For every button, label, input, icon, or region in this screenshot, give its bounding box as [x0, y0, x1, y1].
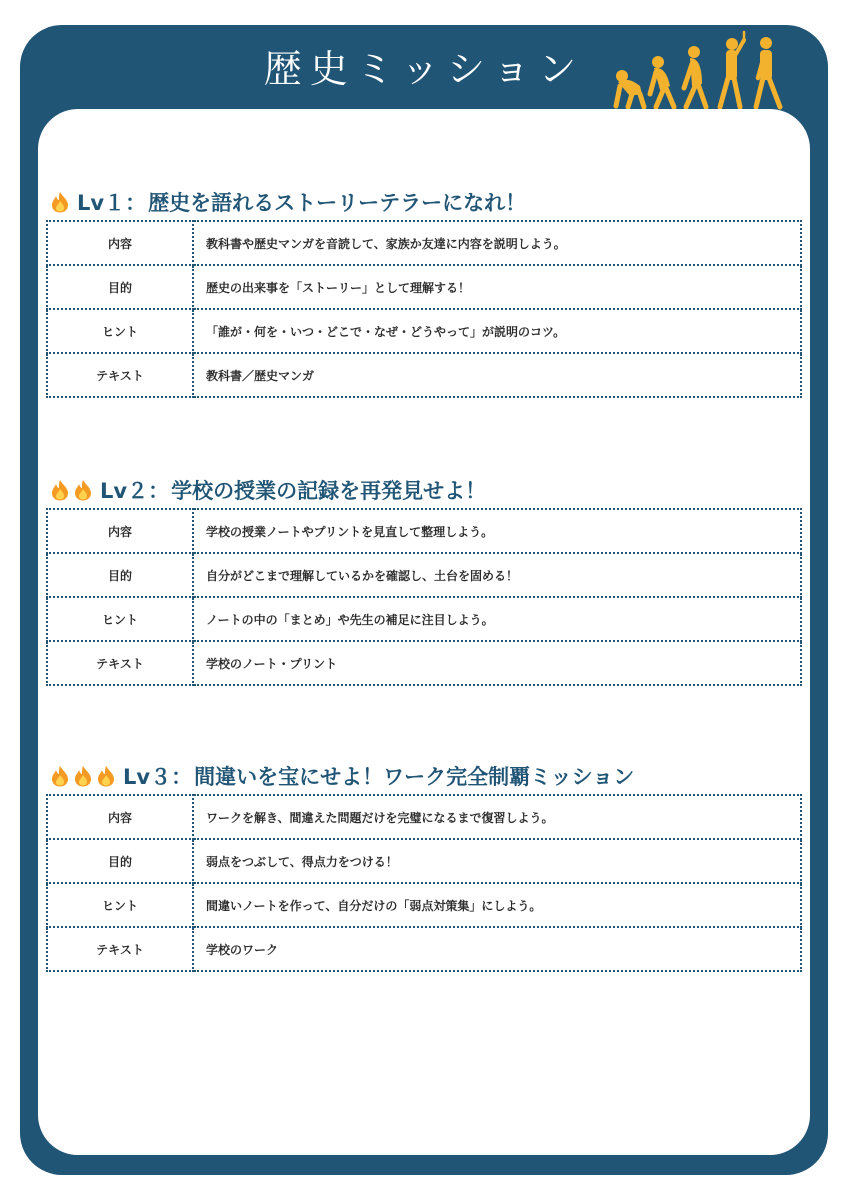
flame-rating: [50, 479, 96, 501]
row-value: 歴史の出来事を「ストーリー」として理解する！: [193, 265, 801, 309]
flame-rating: [50, 765, 119, 787]
mission-title: 間違いを宝にせよ！ワーク完全制覇ミッション: [194, 765, 635, 789]
fire-icon: [50, 765, 70, 787]
row-label: ヒント: [47, 309, 193, 353]
table-row: [47, 221, 801, 265]
mission-title: 歴史を語れるストーリーテラーになれ！: [148, 191, 527, 215]
mission-table: [46, 220, 802, 398]
row-value: ノートの中の「まとめ」や先生の補足に注目しよう。: [193, 597, 801, 641]
fire-icon: [96, 765, 116, 787]
row-value: 教科書や歴史マンガを音読して、家族か友達に内容を説明しよう。: [193, 221, 801, 265]
row-label: 目的: [47, 265, 193, 309]
row-label: テキスト: [47, 927, 193, 971]
row-label: 内容: [47, 221, 193, 265]
row-value: 「誰が・何を・いつ・どこで・なぜ・どうやって」が説明のコツ。: [193, 309, 801, 353]
table-row: [47, 265, 801, 309]
human-evolution-icon: [610, 30, 788, 110]
table-row: [47, 839, 801, 883]
mission-heading: [50, 186, 802, 218]
mission-level-label: Lv２：: [100, 479, 170, 503]
mission-table: [46, 508, 802, 686]
row-value: 弱点をつぶして、得点力をつける！: [193, 839, 801, 883]
row-label: ヒント: [47, 597, 193, 641]
row-label: 内容: [47, 509, 193, 553]
table-row: [47, 597, 801, 641]
mission-level-1: [46, 186, 802, 398]
mission-level-3: [46, 760, 802, 972]
row-value: 学校のノート・プリント: [193, 641, 801, 685]
row-value: 教科書／歴史マンガ: [193, 353, 801, 397]
evolution-figure-2: [650, 56, 674, 107]
table-row: [47, 353, 801, 397]
row-label: テキスト: [47, 353, 193, 397]
evolution-figure-4: [720, 32, 744, 107]
row-value: 自分がどこまで理解しているかを確認し、土台を固める！: [193, 553, 801, 597]
fire-icon: [50, 191, 70, 213]
row-value: ワークを解き、間違えた問題だけを完璧になるまで復習しよう。: [193, 795, 801, 839]
mission-heading: [50, 474, 802, 506]
table-row: [47, 883, 801, 927]
row-value: 間違いノートを作って、自分だけの「弱点対策集」にしよう。: [193, 883, 801, 927]
table-row: [47, 927, 801, 971]
row-label: 内容: [47, 795, 193, 839]
fire-icon: [50, 479, 70, 501]
evolution-figure-5: [756, 37, 780, 107]
table-row: [47, 309, 801, 353]
mission-heading: [50, 760, 802, 792]
row-value: 学校の授業ノートやプリントを見直して整理しよう。: [193, 509, 801, 553]
table-row: [47, 795, 801, 839]
mission-level-label: Lv３：: [123, 765, 193, 789]
fire-icon: [73, 479, 93, 501]
flame-rating: [50, 191, 73, 213]
fire-icon: [73, 765, 93, 787]
row-label: テキスト: [47, 641, 193, 685]
row-value: 学校のワーク: [193, 927, 801, 971]
evolution-figure-3: [684, 46, 706, 107]
evolution-figure-1: [616, 70, 644, 107]
row-label: ヒント: [47, 883, 193, 927]
mission-level-2: [46, 474, 802, 686]
mission-level-label: Lv１：: [77, 191, 147, 215]
table-row: [47, 553, 801, 597]
row-label: 目的: [47, 553, 193, 597]
table-row: [47, 641, 801, 685]
mission-title: 学校の授業の記録を再発見せよ！: [171, 479, 487, 503]
mission-table: [46, 794, 802, 972]
page-title: 歴史ミッション: [263, 47, 585, 91]
table-row: [47, 509, 801, 553]
row-label: 目的: [47, 839, 193, 883]
